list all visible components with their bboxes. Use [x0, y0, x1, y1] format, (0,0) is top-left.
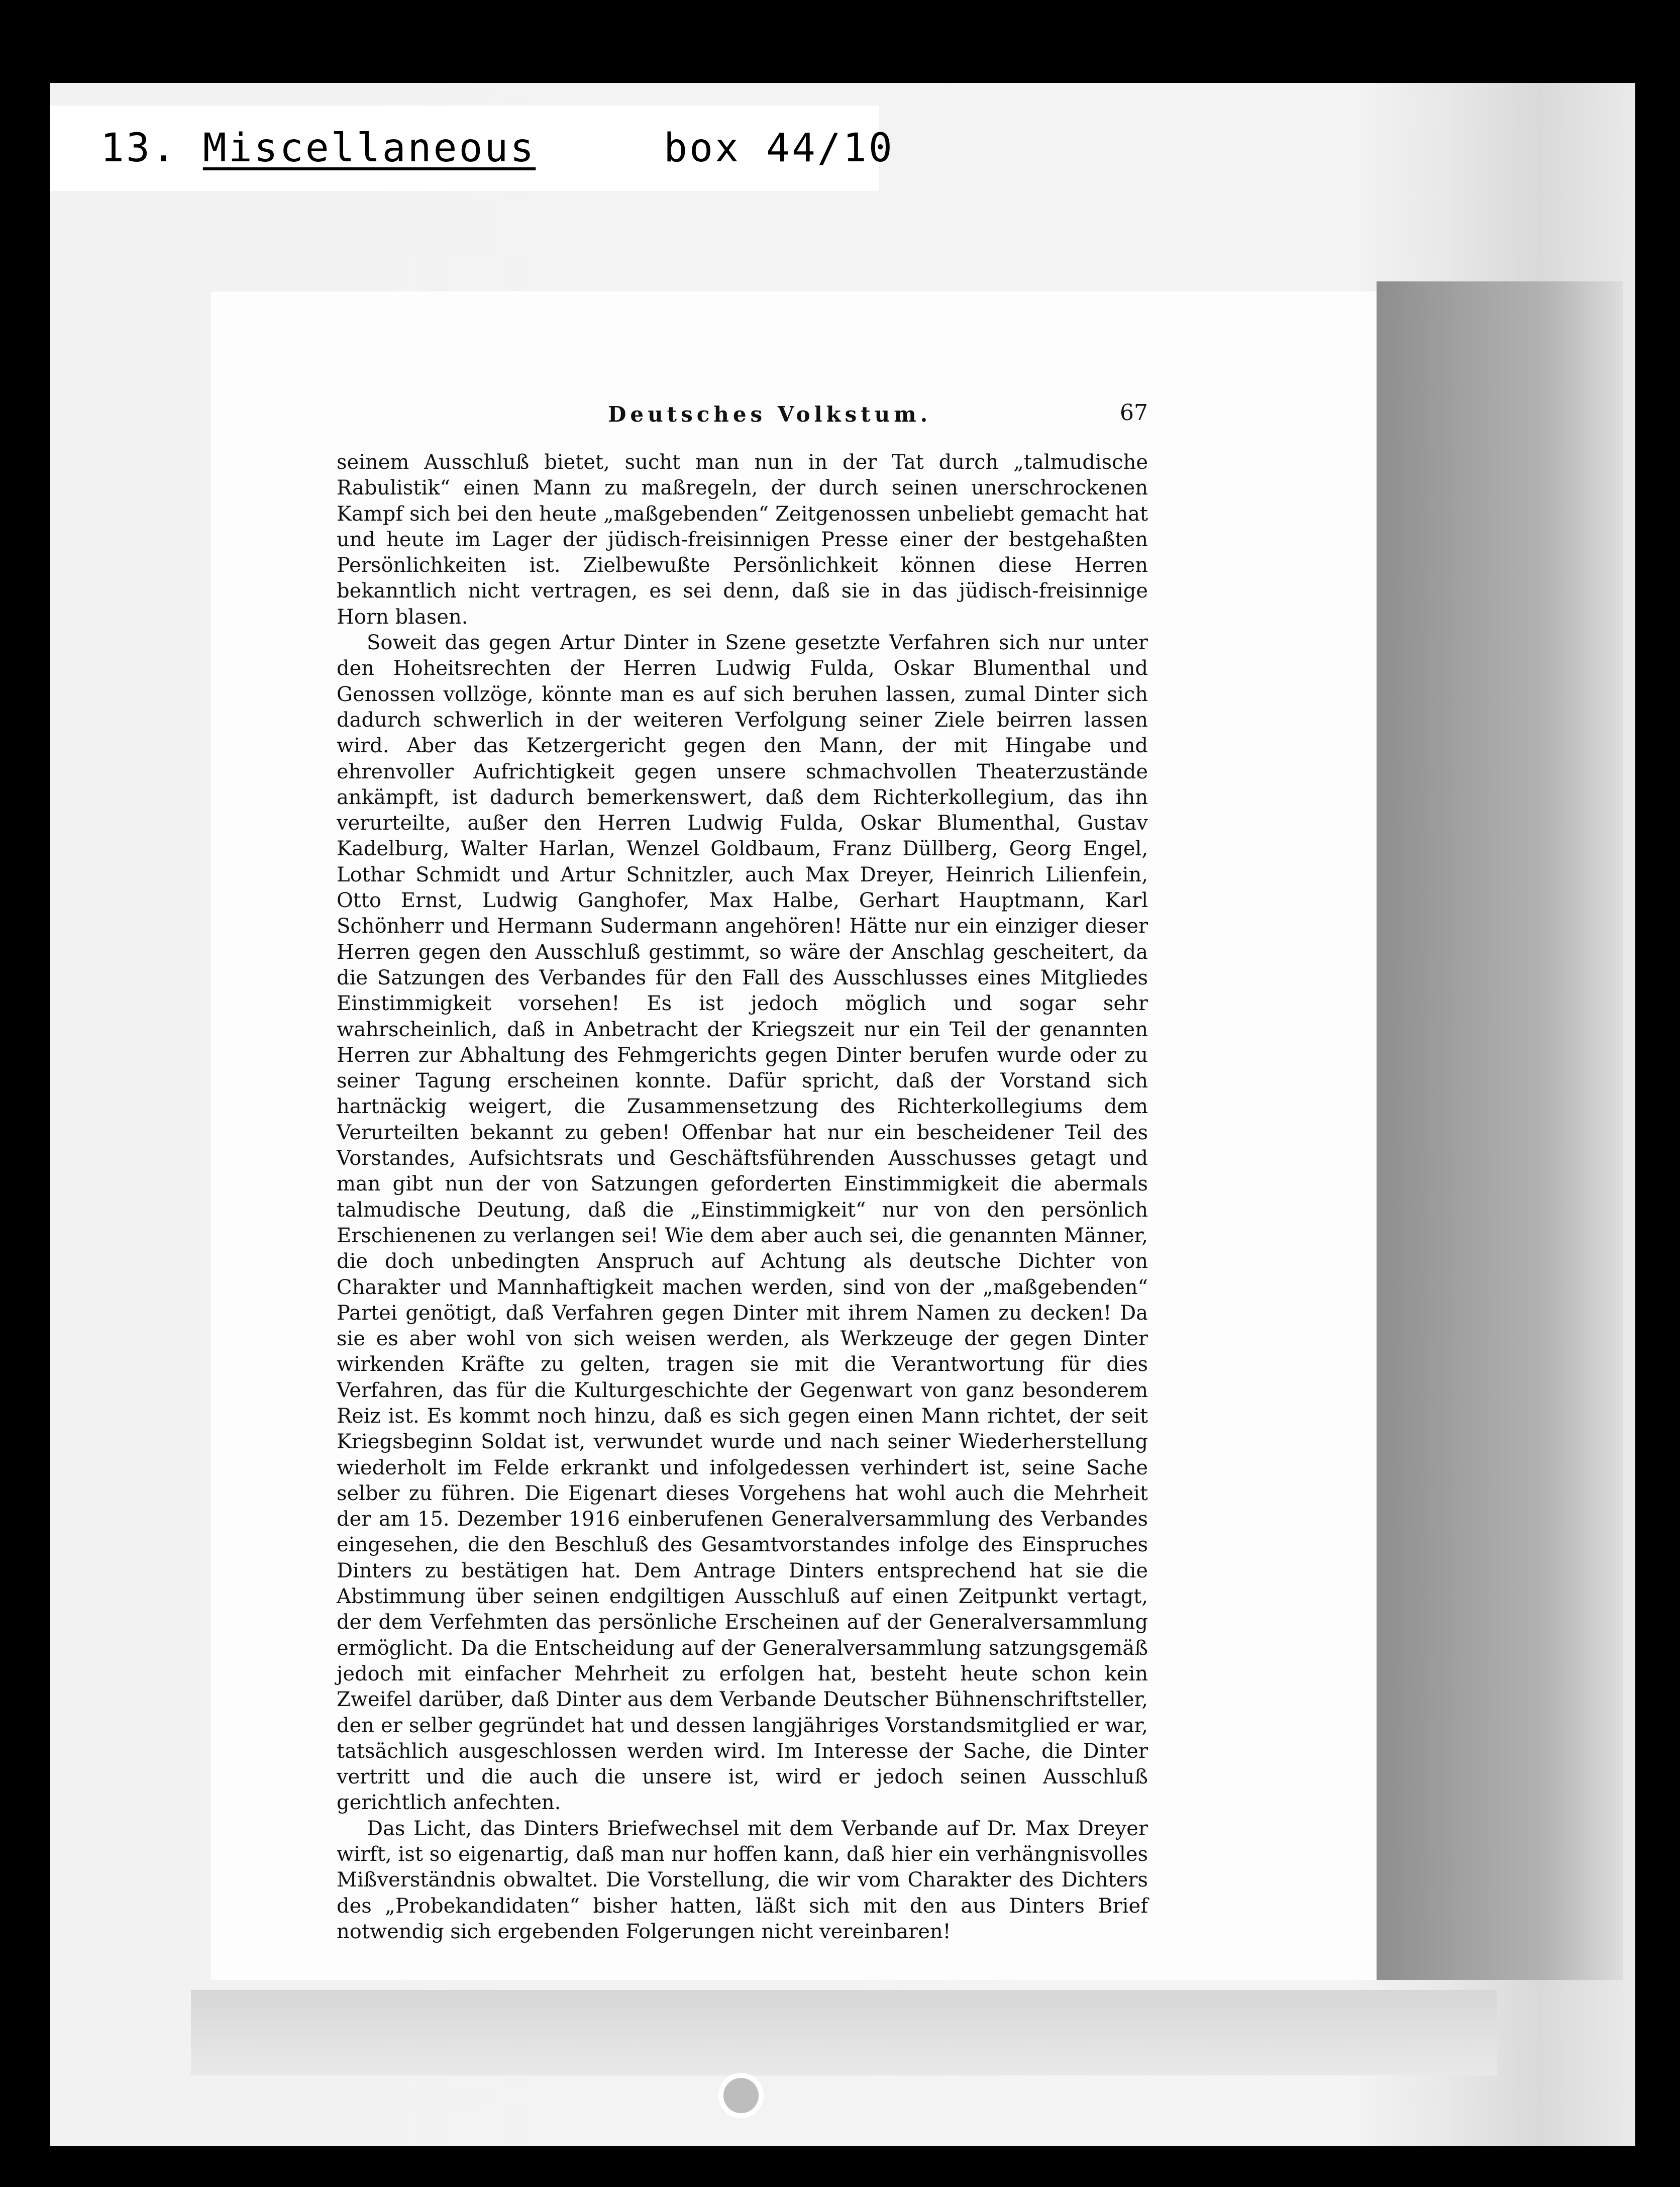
photocopy-shadow: [1377, 281, 1623, 1980]
label-box: box 44/10: [664, 126, 894, 171]
running-head-title: Deutsches Volkstum.: [608, 402, 932, 427]
paragraph-2: Soweit das gegen Artur Dinter in Szene gesetzte Verfahren sich nur unter den Hoheitsrechten der Herren Ludwig Fulda, Oskar Blumenthal und Genossen vollzöge, könnte man es auf sich beruhen lassen, zumal Dinter sich dadurch schwerlich in der weiteren Verfolgung seiner Ziele beirren lassen wird. Aber das Ketzergericht gegen den Mann, der mit Hingabe und ehrenvoller Aufrichtigkeit gegen unsere schmachvollen Theaterzustände ankämpft, ist dadurch bemerkenswert, daß dem Richterkollegium, das ihn verurteilte, außer den Herren Ludwig Fulda, Oskar Blumenthal, Gustav Kadelburg, Walter Harlan, Wenzel Goldbaum, Franz Düllberg, Georg Engel, Lothar Schmidt und Artur Schnitzler, auch Max Dreyer, Heinrich Lilienfein, Otto Ernst, Ludwig Ganghofer, Max Halbe, Gerhart Hauptmann, Karl Schönherr und Hermann Sudermann angehören! Hätte nur ein einziger dieser Herren gegen den Ausschluß gestimmt, so wäre der Anschlag gescheitert, da die Satzungen des Verbandes für den Fall des Ausschlusses eines Mitgliedes Einstimmigkeit vorsehen! Es ist jedoch möglich und sogar sehr wahrscheinlich, daß in Anbetracht der Kriegszeit nur ein Teil der genannten Herren zur Abhaltung des Fehmgerichts gegen Dinter berufen wurde oder zu seiner Tagung erscheinen konnte. Dafür spricht, daß der Vorstand sich hartnäckig weigert, die Zusammensetzung des Richterkollegiums dem Verurteilten bekannt zu geben! Offenbar hat nur ein bescheidener Teil des Vorstandes, Aufsichtsrats und Geschäftsführenden Ausschusses getagt und man gibt nun der von Satzungen geforderten Einstimmigkeit die abermals talmudische Deutung, daß die „Einstimmigkeit“ nur von den persönlich Erschienenen zu verlangen sei! Wie dem aber auch sei, die genannten Männer, die doch unbedingten Anspruch auf Achtung als deutsche Dichter von Charakter und Mannhaftigkeit machen werden, sind von der „maßgebenden“ Partei genötigt, daß Verfahren gegen Dinter mit ihrem Namen zu decken! Da sie es aber wohl von sich weisen werden, als Werkzeuge der gegen Dinter wirkenden Kräfte zu gelten, tragen sie mit die Verantwortung für dies Verfahren, das für die Kulturgeschichte der Gegenwart von ganz besonderem Reiz ist. Es kommt noch hinzu, daß es sich gegen einen Mann richtet, der seit Kriegsbeginn Soldat ist, verwundet wurde und nach seiner Wiederherstellung wiederholt im Felde erkrankt und infolgedessen verhindert ist, seine Sache selber zu führen. Die Eigenart dieses Vorgehens hat wohl auch die Mehrheit der am 15. Dezember 1916 einberufenen Generalversammlung des Verbandes eingesehen, die den Beschluß des Gesamtvorstandes infolge des Einspruches Dinters zu bestätigen hat. Dem Antrage Dinters entsprechend hat sie die Abstimmung über seinen endgiltigen Ausschluß auf einen Zeitpunkt vertagt, der dem Verfehmten das persönliche Erscheinen auf der Generalversammlung ermöglicht. Da die Entscheidung auf der Generalversammlung satzungsgemäß jedoch mit einfacher Mehrheit zu erfolgen hat, besteht heute schon kein Zweifel darüber, daß Dinter aus dem Verbande Deutscher Bühnenschriftsteller, den er selber gegründet hat und dessen langjähriges Vorstandsmitglied er war, tatsächlich ausgeschlossen werden wird. Im Interesse der Sache, die Dinter vertritt und die auch die unsere ist, wird er jedoch seinen Ausschluß gerichtlich anfechten.: [337, 631, 1148, 1815]
label-number: 13.: [100, 126, 177, 171]
label-category: Miscellaneous: [202, 126, 536, 171]
punch-hole: [718, 2073, 764, 2118]
paragraph-1: seinem Ausschluß bietet, sucht man nun in der Tat durch „talmudische Rabulistik“ einen Mann zu maßregeln, der durch seinen unerschrockenen Kampf sich bei den heute „maßgebenden“ Zeitgenossen unbeliebt gemacht hat und heute im Lager der jüdisch-freisinnigen Presse einer der bestgehaßten Persönlichkeiten ist. Zielbewußte Persönlichkeit können diese Herren bekanntlich nicht vertragen, es sei denn, daß sie in das jüdisch-freisinnige Horn blasen.: [337, 451, 1148, 629]
archive-label: [100, 121, 894, 176]
running-head: [337, 397, 1148, 437]
page-number: 67: [1120, 400, 1148, 426]
page-text-block: [337, 397, 1148, 1945]
paragraph-3: Das Licht, das Dinters Briefwechsel mit dem Verbande auf Dr. Max Dreyer wirft, ist so eigenartig, daß man nur hoffen kann, daß hier ein verhängnisvolles Mißverständnis obwaltet. Die Vorstellung, die wir vom Charakter des Dichters des „Probekandidaten“ bisher hatten, läßt sich mit den aus Dinters Brief notwendig sich ergebenden Folgerungen nicht vereinbaren!: [337, 1817, 1148, 1943]
photocopy-bottom-band: [191, 1990, 1497, 2075]
document-page: [211, 291, 1377, 1980]
